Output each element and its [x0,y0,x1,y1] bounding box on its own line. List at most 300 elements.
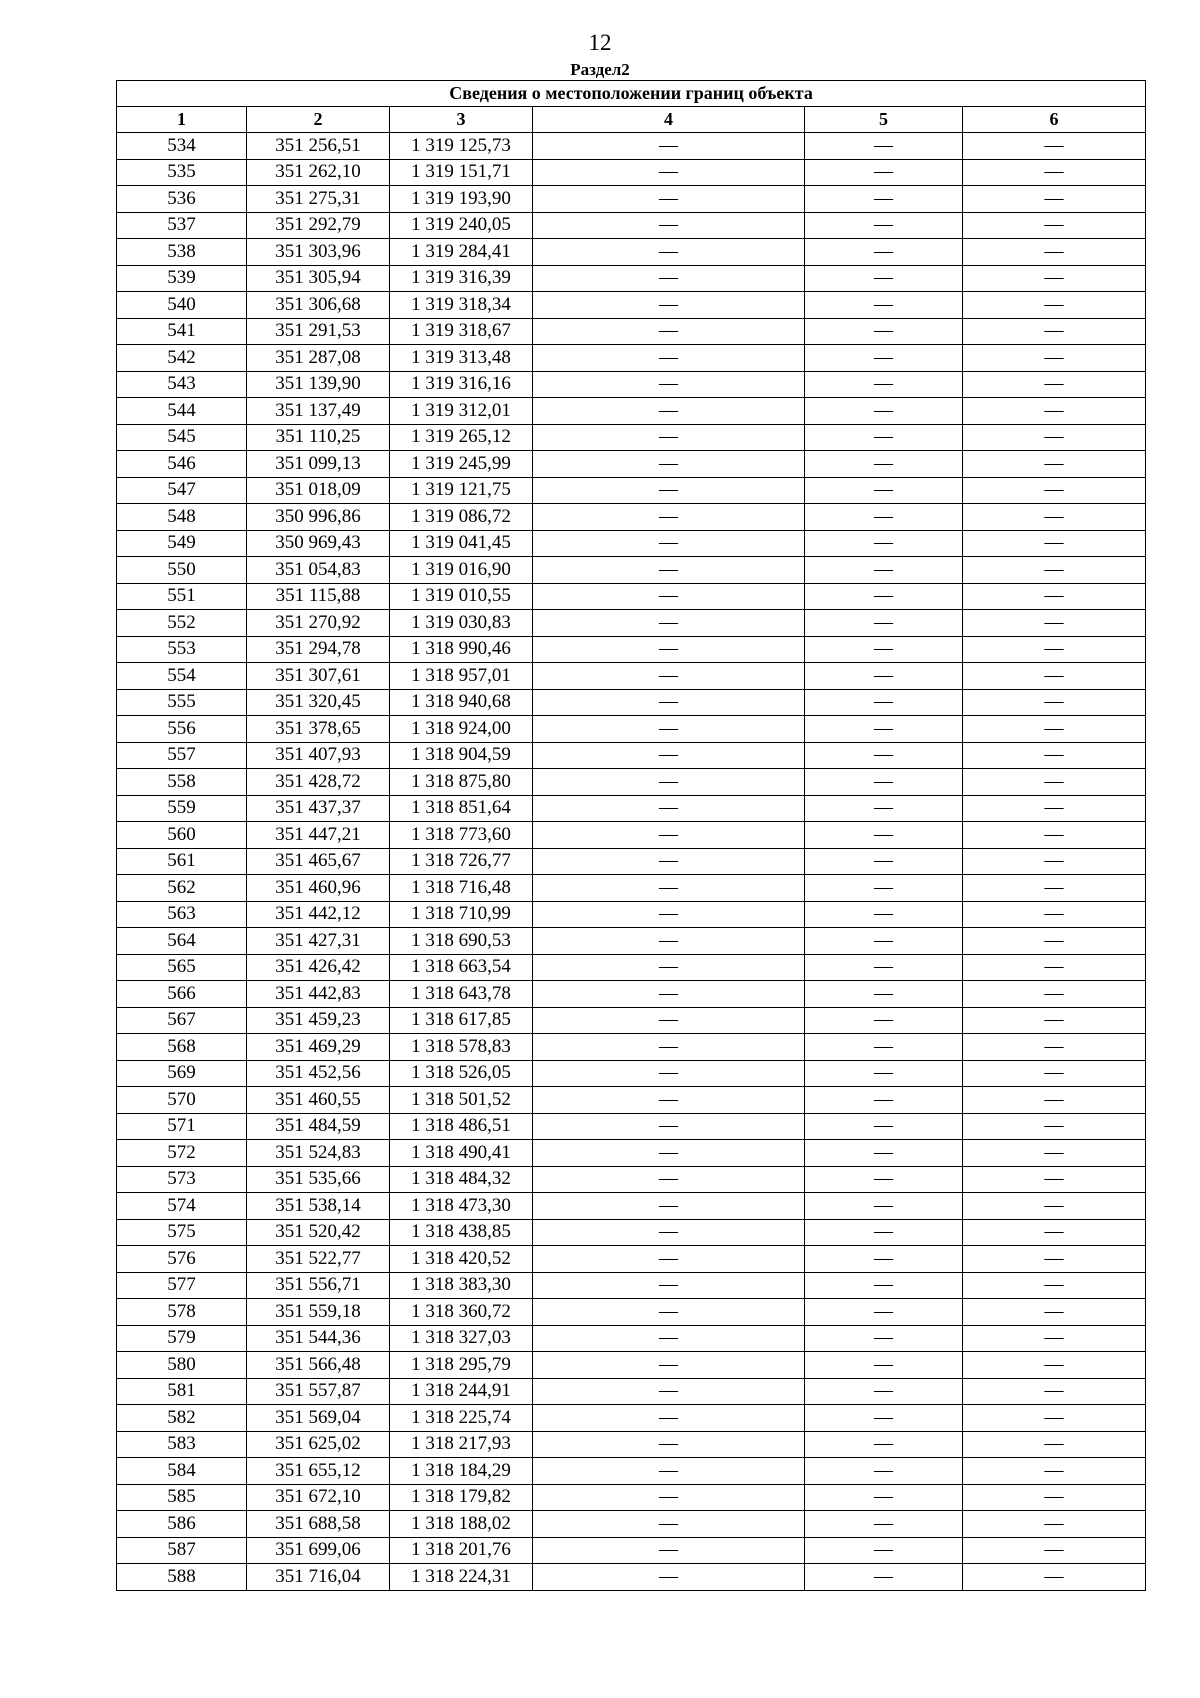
x-coordinate-cell: 351 139,90 [247,371,390,398]
column-5-cell: — [805,848,963,875]
table-row [117,610,1146,637]
table-row [117,1034,1146,1061]
column-4-cell: — [533,928,805,955]
y-coordinate-cell: 1 318 490,41 [390,1140,533,1167]
column-6-cell: — [963,716,1146,743]
column-5-cell: — [805,689,963,716]
table-row [117,530,1146,557]
table-row [117,636,1146,663]
column-4-cell: — [533,1193,805,1220]
column-4-cell: — [533,742,805,769]
point-number-cell: 583 [117,1431,247,1458]
table-row [117,1378,1146,1405]
x-coordinate-cell: 351 524,83 [247,1140,390,1167]
column-6-cell: — [963,1299,1146,1326]
column-6-cell: — [963,1378,1146,1405]
x-coordinate-cell: 351 270,92 [247,610,390,637]
point-number-cell: 550 [117,557,247,584]
y-coordinate-cell: 1 318 957,01 [390,663,533,690]
column-4-cell: — [533,636,805,663]
column-6-cell: — [963,689,1146,716]
column-6-cell: — [963,1484,1146,1511]
column-5-cell: — [805,981,963,1008]
x-coordinate-cell: 351 716,04 [247,1564,390,1591]
table-row [117,371,1146,398]
x-coordinate-cell: 351 256,51 [247,133,390,160]
column-5-cell: — [805,504,963,531]
y-coordinate-cell: 1 318 438,85 [390,1219,533,1246]
column-5-cell: — [805,1352,963,1379]
column-4-cell: — [533,1299,805,1326]
column-5-cell: — [805,1325,963,1352]
column-5-cell: — [805,1537,963,1564]
column-5-cell: — [805,451,963,478]
table-row [117,848,1146,875]
y-coordinate-cell: 1 318 710,99 [390,901,533,928]
table-row [117,742,1146,769]
x-coordinate-cell: 351 291,53 [247,318,390,345]
table-row [117,1007,1146,1034]
column-5-cell: — [805,1166,963,1193]
column-4-cell: — [533,848,805,875]
y-coordinate-cell: 1 318 578,83 [390,1034,533,1061]
x-coordinate-cell: 351 484,59 [247,1113,390,1140]
point-number-cell: 546 [117,451,247,478]
point-number-cell: 578 [117,1299,247,1326]
x-coordinate-cell: 351 262,10 [247,159,390,186]
y-coordinate-cell: 1 318 184,29 [390,1458,533,1485]
point-number-cell: 572 [117,1140,247,1167]
x-coordinate-cell: 351 559,18 [247,1299,390,1326]
column-6-cell: — [963,504,1146,531]
point-number-cell: 547 [117,477,247,504]
column-4-cell: — [533,557,805,584]
x-coordinate-cell: 351 320,45 [247,689,390,716]
column-5-cell: — [805,133,963,160]
column-4-cell: — [533,981,805,1008]
y-coordinate-cell: 1 318 179,82 [390,1484,533,1511]
point-number-cell: 554 [117,663,247,690]
x-coordinate-cell: 350 969,43 [247,530,390,557]
column-4-cell: — [533,1378,805,1405]
column-6-cell: — [963,1087,1146,1114]
x-coordinate-cell: 351 699,06 [247,1537,390,1564]
column-6-cell: — [963,981,1146,1008]
page-number: 12 [588,30,612,55]
x-coordinate-cell: 351 566,48 [247,1352,390,1379]
column-5-cell: — [805,318,963,345]
column-6-cell: — [963,1060,1146,1087]
x-coordinate-cell: 351 442,83 [247,981,390,1008]
column-4-cell: — [533,1060,805,1087]
column-6-cell: — [963,530,1146,557]
table-row [117,1272,1146,1299]
y-coordinate-cell: 1 319 316,39 [390,265,533,292]
column-6-cell: — [963,424,1146,451]
point-number-cell: 582 [117,1405,247,1432]
table-row [117,1193,1146,1220]
column-4-cell: — [533,1325,805,1352]
column-5-cell: — [805,583,963,610]
x-coordinate-cell: 351 292,79 [247,212,390,239]
y-coordinate-cell: 1 318 486,51 [390,1113,533,1140]
point-number-cell: 584 [117,1458,247,1485]
column-4-cell: — [533,1007,805,1034]
column-4-cell: — [533,212,805,239]
table-row [117,981,1146,1008]
table-row [117,477,1146,504]
column-4-cell: — [533,398,805,425]
y-coordinate-cell: 1 318 188,02 [390,1511,533,1538]
column-5-cell: — [805,159,963,186]
column-6-cell: — [963,663,1146,690]
column-4-cell: — [533,1140,805,1167]
column-4-cell: — [533,716,805,743]
point-number-cell: 542 [117,345,247,372]
point-number-cell: 557 [117,742,247,769]
column-5-cell: — [805,186,963,213]
x-coordinate-cell: 351 305,94 [247,265,390,292]
y-coordinate-cell: 1 318 383,30 [390,1272,533,1299]
column-5-cell: — [805,716,963,743]
column-6-cell: — [963,212,1146,239]
column-6-cell: — [963,1352,1146,1379]
table-row [117,1484,1146,1511]
y-coordinate-cell: 1 318 990,46 [390,636,533,663]
column-6-cell: — [963,928,1146,955]
point-number-cell: 562 [117,875,247,902]
y-coordinate-cell: 1 319 265,12 [390,424,533,451]
table-row [117,133,1146,160]
x-coordinate-cell: 351 303,96 [247,239,390,266]
x-coordinate-cell: 351 287,08 [247,345,390,372]
table-row [117,822,1146,849]
column-6-cell: — [963,1431,1146,1458]
y-coordinate-cell: 1 319 151,71 [390,159,533,186]
table-row [117,398,1146,425]
y-coordinate-cell: 1 318 526,05 [390,1060,533,1087]
point-number-cell: 566 [117,981,247,1008]
column-6-cell: — [963,1511,1146,1538]
table-row [117,1219,1146,1246]
y-coordinate-cell: 1 319 016,90 [390,557,533,584]
x-coordinate-cell: 351 520,42 [247,1219,390,1246]
column-6-cell: — [963,769,1146,796]
column-4-cell: — [533,159,805,186]
column-header: 4 [533,107,805,133]
column-5-cell: — [805,822,963,849]
point-number-cell: 549 [117,530,247,557]
y-coordinate-cell: 1 318 420,52 [390,1246,533,1273]
point-number-cell: 560 [117,822,247,849]
point-number-cell: 576 [117,1246,247,1273]
column-5-cell: — [805,530,963,557]
column-4-cell: — [533,610,805,637]
x-coordinate-cell: 351 427,31 [247,928,390,955]
column-5-cell: — [805,769,963,796]
table-row [117,1564,1146,1591]
column-6-cell: — [963,239,1146,266]
point-number-cell: 537 [117,212,247,239]
y-coordinate-cell: 1 319 316,16 [390,371,533,398]
point-number-cell: 565 [117,954,247,981]
column-4-cell: — [533,689,805,716]
column-4-cell: — [533,1087,805,1114]
column-6-cell: — [963,292,1146,319]
point-number-cell: 552 [117,610,247,637]
x-coordinate-cell: 351 407,93 [247,742,390,769]
section-title: Раздел2 [570,60,630,79]
table-row [117,186,1146,213]
x-coordinate-cell: 351 437,37 [247,795,390,822]
column-4-cell: — [533,477,805,504]
column-4-cell: — [533,186,805,213]
x-coordinate-cell: 351 428,72 [247,769,390,796]
column-4-cell: — [533,769,805,796]
point-number-cell: 561 [117,848,247,875]
column-5-cell: — [805,928,963,955]
column-4-cell: — [533,901,805,928]
column-4-cell: — [533,1537,805,1564]
y-coordinate-cell: 1 318 217,93 [390,1431,533,1458]
y-coordinate-cell: 1 318 224,31 [390,1564,533,1591]
x-coordinate-cell: 351 099,13 [247,451,390,478]
table-row [117,292,1146,319]
column-4-cell: — [533,504,805,531]
column-5-cell: — [805,265,963,292]
column-6-cell: — [963,848,1146,875]
column-6-cell: — [963,822,1146,849]
point-number-cell: 559 [117,795,247,822]
x-coordinate-cell: 351 307,61 [247,663,390,690]
table-row [117,318,1146,345]
x-coordinate-cell: 351 115,88 [247,583,390,610]
y-coordinate-cell: 1 319 245,99 [390,451,533,478]
point-number-cell: 564 [117,928,247,955]
table-row [117,1325,1146,1352]
column-5-cell: — [805,1034,963,1061]
column-4-cell: — [533,292,805,319]
table-row [117,1299,1146,1326]
column-4-cell: — [533,954,805,981]
x-coordinate-cell: 351 054,83 [247,557,390,584]
column-6-cell: — [963,451,1146,478]
y-coordinate-cell: 1 318 244,91 [390,1378,533,1405]
column-5-cell: — [805,663,963,690]
table-row [117,663,1146,690]
column-5-cell: — [805,1511,963,1538]
column-4-cell: — [533,1511,805,1538]
point-number-cell: 540 [117,292,247,319]
table-row [117,504,1146,531]
table-row [117,239,1146,266]
column-6-cell: — [963,1219,1146,1246]
column-5-cell: — [805,636,963,663]
x-coordinate-cell: 351 625,02 [247,1431,390,1458]
column-6-cell: — [963,345,1146,372]
point-number-cell: 587 [117,1537,247,1564]
table-row [117,557,1146,584]
column-5-cell: — [805,292,963,319]
column-header: 1 [117,107,247,133]
x-coordinate-cell: 351 522,77 [247,1246,390,1273]
y-coordinate-cell: 1 318 690,53 [390,928,533,955]
column-header: 6 [963,107,1146,133]
y-coordinate-cell: 1 319 193,90 [390,186,533,213]
x-coordinate-cell: 351 018,09 [247,477,390,504]
table-row [117,875,1146,902]
column-5-cell: — [805,239,963,266]
table-row [117,212,1146,239]
column-5-cell: — [805,1405,963,1432]
table-row [117,424,1146,451]
column-6-cell: — [963,133,1146,160]
point-number-cell: 579 [117,1325,247,1352]
column-6-cell: — [963,954,1146,981]
column-5-cell: — [805,557,963,584]
column-5-cell: — [805,1484,963,1511]
point-number-cell: 551 [117,583,247,610]
point-number-cell: 543 [117,371,247,398]
x-coordinate-cell: 351 426,42 [247,954,390,981]
column-4-cell: — [533,1564,805,1591]
column-6-cell: — [963,1325,1146,1352]
column-5-cell: — [805,954,963,981]
column-4-cell: — [533,1458,805,1485]
table-header-row [117,107,1146,133]
column-5-cell: — [805,424,963,451]
column-5-cell: — [805,477,963,504]
x-coordinate-cell: 351 459,23 [247,1007,390,1034]
y-coordinate-cell: 1 319 313,48 [390,345,533,372]
y-coordinate-cell: 1 318 473,30 [390,1193,533,1220]
column-4-cell: — [533,530,805,557]
x-coordinate-cell: 350 996,86 [247,504,390,531]
point-number-cell: 556 [117,716,247,743]
table-caption: Сведения о местоположении границ объекта [117,81,1146,107]
column-5-cell: — [805,901,963,928]
y-coordinate-cell: 1 319 086,72 [390,504,533,531]
x-coordinate-cell: 351 294,78 [247,636,390,663]
column-5-cell: — [805,1060,963,1087]
column-5-cell: — [805,1299,963,1326]
y-coordinate-cell: 1 318 940,68 [390,689,533,716]
column-6-cell: — [963,1537,1146,1564]
y-coordinate-cell: 1 318 716,48 [390,875,533,902]
x-coordinate-cell: 351 556,71 [247,1272,390,1299]
y-coordinate-cell: 1 318 643,78 [390,981,533,1008]
column-4-cell: — [533,1166,805,1193]
column-4-cell: — [533,345,805,372]
x-coordinate-cell: 351 655,12 [247,1458,390,1485]
column-header: 2 [247,107,390,133]
boundary-coordinates-table [116,80,1146,1591]
point-number-cell: 563 [117,901,247,928]
y-coordinate-cell: 1 318 327,03 [390,1325,533,1352]
column-4-cell: — [533,1246,805,1273]
column-6-cell: — [963,636,1146,663]
column-6-cell: — [963,1193,1146,1220]
x-coordinate-cell: 351 460,55 [247,1087,390,1114]
column-6-cell: — [963,1034,1146,1061]
column-4-cell: — [533,1484,805,1511]
table-row [117,583,1146,610]
column-6-cell: — [963,1272,1146,1299]
point-number-cell: 541 [117,318,247,345]
point-number-cell: 545 [117,424,247,451]
column-5-cell: — [805,1219,963,1246]
point-number-cell: 571 [117,1113,247,1140]
column-6-cell: — [963,1405,1146,1432]
point-number-cell: 588 [117,1564,247,1591]
column-6-cell: — [963,1113,1146,1140]
column-5-cell: — [805,345,963,372]
y-coordinate-cell: 1 318 904,59 [390,742,533,769]
column-5-cell: — [805,610,963,637]
column-5-cell: — [805,1193,963,1220]
y-coordinate-cell: 1 318 726,77 [390,848,533,875]
y-coordinate-cell: 1 319 121,75 [390,477,533,504]
table-row [117,769,1146,796]
point-number-cell: 577 [117,1272,247,1299]
column-6-cell: — [963,1458,1146,1485]
point-number-cell: 586 [117,1511,247,1538]
point-number-cell: 574 [117,1193,247,1220]
y-coordinate-cell: 1 319 312,01 [390,398,533,425]
column-6-cell: — [963,557,1146,584]
point-number-cell: 585 [117,1484,247,1511]
column-6-cell: — [963,1007,1146,1034]
table-row [117,928,1146,955]
column-4-cell: — [533,318,805,345]
table-body [117,133,1146,1591]
point-number-cell: 567 [117,1007,247,1034]
x-coordinate-cell: 351 442,12 [247,901,390,928]
column-4-cell: — [533,795,805,822]
column-5-cell: — [805,1564,963,1591]
column-6-cell: — [963,875,1146,902]
column-6-cell: — [963,1140,1146,1167]
column-6-cell: — [963,398,1146,425]
table-row [117,1140,1146,1167]
column-5-cell: — [805,1140,963,1167]
point-number-cell: 558 [117,769,247,796]
x-coordinate-cell: 351 569,04 [247,1405,390,1432]
table-row [117,159,1146,186]
point-number-cell: 580 [117,1352,247,1379]
column-4-cell: — [533,239,805,266]
column-4-cell: — [533,1352,805,1379]
column-6-cell: — [963,1166,1146,1193]
column-5-cell: — [805,212,963,239]
table-row [117,1511,1146,1538]
x-coordinate-cell: 351 535,66 [247,1166,390,1193]
point-number-cell: 536 [117,186,247,213]
table-caption-row [117,81,1146,107]
column-4-cell: — [533,875,805,902]
column-4-cell: — [533,1272,805,1299]
table-row [117,1087,1146,1114]
column-6-cell: — [963,1246,1146,1273]
x-coordinate-cell: 351 465,67 [247,848,390,875]
column-5-cell: — [805,1246,963,1273]
column-5-cell: — [805,1087,963,1114]
column-4-cell: — [533,451,805,478]
x-coordinate-cell: 351 672,10 [247,1484,390,1511]
y-coordinate-cell: 1 318 617,85 [390,1007,533,1034]
column-6-cell: — [963,583,1146,610]
column-5-cell: — [805,742,963,769]
